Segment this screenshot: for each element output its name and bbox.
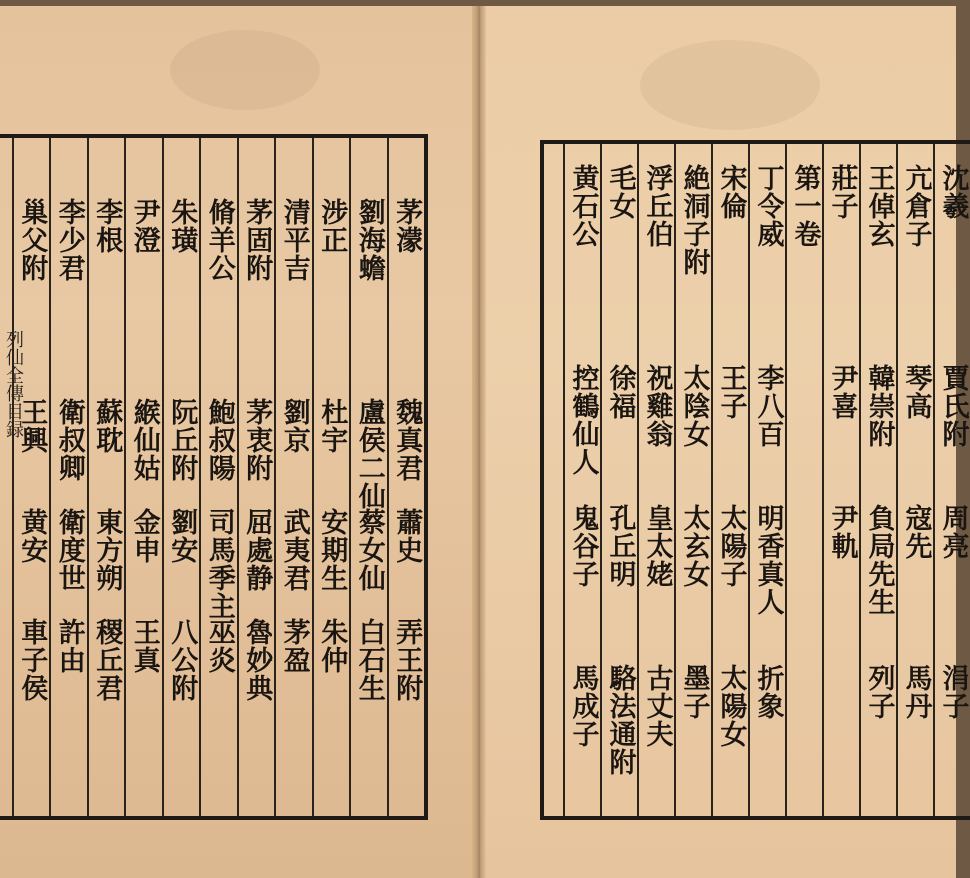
immortal-name: 折象 bbox=[752, 664, 784, 720]
immortal-name: 王倬玄 bbox=[863, 164, 895, 248]
text-column bbox=[49, 138, 87, 816]
text-column bbox=[274, 138, 312, 816]
immortal-name: 巢父附 bbox=[16, 198, 48, 282]
immortal-name: 王子 bbox=[715, 364, 747, 420]
book-gutter bbox=[472, 6, 486, 878]
immortal-name: 茅固附 bbox=[241, 198, 273, 282]
immortal-name: 控鶴仙人 bbox=[567, 364, 599, 476]
immortal-name: 車子侯 bbox=[16, 618, 48, 702]
immortal-name: 劉京 bbox=[278, 398, 310, 454]
text-column bbox=[859, 144, 896, 816]
immortal-name: 東方朔 bbox=[91, 508, 123, 592]
immortal-name: 墨子 bbox=[678, 664, 710, 720]
text-column bbox=[237, 138, 275, 816]
immortal-name: 盧侯二仙 bbox=[353, 398, 385, 510]
immortal-name: 李少君 bbox=[53, 198, 85, 282]
immortal-name: 列子 bbox=[863, 664, 895, 720]
paper-stain bbox=[640, 40, 820, 130]
right-text-frame bbox=[540, 140, 970, 820]
immortal-name: 周亮 bbox=[937, 504, 969, 560]
immortal-name: 寇先 bbox=[900, 504, 932, 560]
immortal-name: 武夷君 bbox=[278, 508, 310, 592]
immortal-name: 魏真君 bbox=[391, 398, 423, 482]
immortal-name: 緱仙姑 bbox=[128, 398, 160, 482]
text-column bbox=[12, 138, 50, 816]
immortal-name: 茅衷附 bbox=[241, 398, 273, 482]
immortal-name: 安期生 bbox=[316, 508, 348, 592]
immortal-name: 八公附 bbox=[166, 618, 198, 702]
text-column bbox=[312, 138, 350, 816]
immortal-name: 祝雞翁 bbox=[641, 364, 673, 448]
immortal-name: 衛叔卿 bbox=[53, 398, 85, 482]
text-column bbox=[563, 144, 600, 816]
immortal-name: 弄王附 bbox=[391, 618, 423, 702]
immortal-name: 茅濛 bbox=[391, 198, 423, 254]
immortal-name: 劉海蟾 bbox=[353, 198, 385, 282]
immortal-name: 涓子 bbox=[937, 664, 969, 720]
left-text-frame bbox=[0, 134, 428, 820]
immortal-name: 太玄女 bbox=[678, 504, 710, 588]
immortal-name: 丁令威 bbox=[752, 164, 784, 248]
immortal-name: 駱法通附 bbox=[604, 664, 636, 776]
text-column bbox=[349, 138, 387, 816]
immortal-name: 馬丹 bbox=[900, 664, 932, 720]
immortal-name: 杜宇 bbox=[316, 398, 348, 454]
immortal-name: 韓崇附 bbox=[863, 364, 895, 448]
immortal-name: 涉正 bbox=[316, 198, 348, 254]
text-column bbox=[822, 144, 859, 816]
text-column bbox=[387, 138, 425, 816]
immortal-name: 朱仲 bbox=[316, 618, 348, 674]
immortal-name: 浮丘伯 bbox=[641, 164, 673, 248]
text-column bbox=[896, 144, 933, 816]
immortal-name: 李八百 bbox=[752, 364, 784, 448]
text-column bbox=[785, 144, 822, 816]
immortal-name: 阮丘附 bbox=[166, 398, 198, 482]
immortal-name: 古丈夫 bbox=[641, 664, 673, 748]
immortal-name: 劉安 bbox=[166, 508, 198, 564]
immortal-name: 黄石公 bbox=[567, 164, 599, 248]
immortal-name: 李根 bbox=[91, 198, 123, 254]
immortal-name: 馬成子 bbox=[567, 664, 599, 748]
margin-label: 列仙全傳目録 bbox=[3, 330, 24, 438]
immortal-name: 尹澄 bbox=[128, 198, 160, 254]
immortal-name: 朱璜 bbox=[166, 198, 198, 254]
immortal-name: 絶洞子附 bbox=[678, 164, 710, 276]
immortal-name: 茅盈 bbox=[278, 618, 310, 674]
immortal-name: 司馬季主 bbox=[203, 508, 235, 620]
text-column bbox=[124, 138, 162, 816]
immortal-name: 毛女 bbox=[604, 164, 636, 220]
text-column bbox=[600, 144, 637, 816]
immortal-name: 琴高 bbox=[900, 364, 932, 420]
immortal-name: 巫炎 bbox=[203, 618, 235, 674]
immortal-name: 蔡女仙 bbox=[353, 508, 385, 592]
immortal-name: 黄安 bbox=[16, 508, 48, 564]
immortal-name: 明香真人 bbox=[752, 504, 784, 616]
text-column bbox=[87, 138, 125, 816]
immortal-name: 白石生 bbox=[353, 618, 385, 702]
immortal-name: 王興 bbox=[16, 398, 48, 454]
immortal-name: 鮑叔陽 bbox=[203, 398, 235, 482]
text-column bbox=[162, 138, 200, 816]
text-column bbox=[674, 144, 711, 816]
immortal-name: 尹軌 bbox=[826, 504, 858, 560]
immortal-name: 魯妙典 bbox=[241, 618, 273, 702]
immortal-name: 負局先生 bbox=[863, 504, 895, 616]
immortal-name: 蕭史 bbox=[391, 508, 423, 564]
text-column bbox=[933, 144, 970, 816]
immortal-name: 孔丘明 bbox=[604, 504, 636, 588]
immortal-name: 莊子 bbox=[826, 164, 858, 220]
immortal-name: 太陽子 bbox=[715, 504, 747, 588]
immortal-name: 脩羊公 bbox=[203, 198, 235, 282]
immortal-name: 亢倉子 bbox=[900, 164, 932, 248]
text-column bbox=[748, 144, 785, 816]
immortal-name: 屈處静 bbox=[241, 508, 273, 592]
immortal-name: 太陰女 bbox=[678, 364, 710, 448]
text-column bbox=[711, 144, 748, 816]
text-column bbox=[199, 138, 237, 816]
immortal-name: 金申 bbox=[128, 508, 160, 564]
immortal-name: 皇太姥 bbox=[641, 504, 673, 588]
immortal-name: 稷丘君 bbox=[91, 618, 123, 702]
immortal-name: 宋倫 bbox=[715, 164, 747, 220]
text-column bbox=[637, 144, 674, 816]
immortal-name: 鬼谷子 bbox=[567, 504, 599, 588]
immortal-name: 許由 bbox=[53, 618, 85, 674]
immortal-name: 賈氏附 bbox=[937, 364, 969, 448]
immortal-name: 徐福 bbox=[604, 364, 636, 420]
immortal-name: 王真 bbox=[128, 618, 160, 674]
immortal-name: 沈羲 bbox=[937, 164, 969, 220]
immortal-name: 衛度世 bbox=[53, 508, 85, 592]
paper-stain bbox=[170, 30, 320, 110]
immortal-name: 蘇耽 bbox=[91, 398, 123, 454]
immortal-name: 清平吉 bbox=[278, 198, 310, 282]
immortal-name: 尹喜 bbox=[826, 364, 858, 420]
immortal-name: 第一卷 bbox=[789, 164, 821, 248]
immortal-name: 太陽女 bbox=[715, 664, 747, 748]
